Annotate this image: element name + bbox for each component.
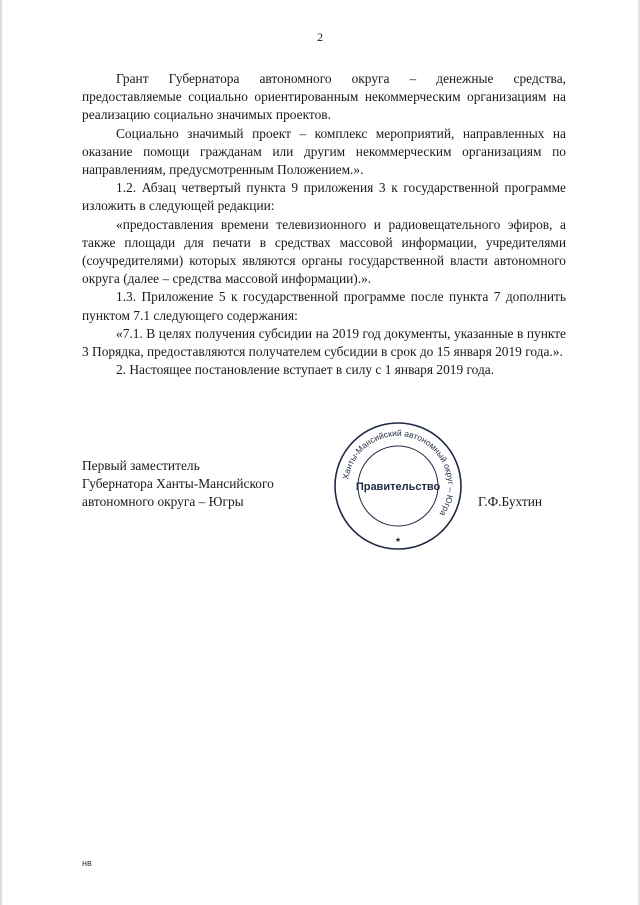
paragraph-amendment-1-2-text: «предоставления времени телевизионного и радиовещательного эфиров, а также площади для печати в средствах массовой информации, учредителями (соучредителями) которых являются органы государственной власти автономного округа (далее – средства массовой информации).». (82, 216, 566, 287)
signatory-name: Г.Ф.Бухтин (478, 494, 543, 509)
page-number: 2 (317, 30, 323, 44)
svg-text:Ханты-Мансийский автономный ок (340, 428, 456, 518)
seal-ring-text: Ханты-Мансийский автономный округ – Югра (340, 427, 457, 519)
paragraph-amendment-1-2: 1.2. Абзац четвертый пункта 9 приложения 3 к государственной программе изложить в следующей редакции: (82, 180, 566, 214)
signatory-title-line: Первый заместитель (82, 458, 200, 473)
executor-mark: нв (82, 858, 92, 868)
paragraph-amendment-1-3: 1.3. Приложение 5 к государственной программе после пункта 7 дополнить пунктом 7.1 следующего содержания: (82, 289, 566, 323)
seal-center-text: Правительство (355, 481, 441, 493)
paragraph-grant-definition: Грант Губернатора автономного округа – денежные средства, предоставляемые социально ориентированным некоммерческим организациям на реализацию социально значимых проектов. (82, 71, 566, 123)
seal-star-icon: ★ (394, 536, 402, 544)
paragraph-project-definition: Социально значимый проект – комплекс мероприятий, направленных на оказание помощи гражданам или другим некоммерческим организациям по направлениям, предусмотренным Положением.». (82, 125, 566, 178)
signatory-title-line: автономного округа – Югры (82, 494, 244, 509)
paragraph-effective-date: 2. Настоящее постановление вступает в силу с 1 января 2019 года. (116, 362, 495, 378)
official-seal (322, 420, 474, 552)
signatory-title-line: Губернатора Ханты-Мансийского (82, 476, 274, 491)
signatory-title (82, 457, 282, 511)
document-body (82, 70, 566, 379)
paragraph-amendment-1-3-text: «7.1. В целях получения субсидии на 2019 год документы, указанные в пункте 3 Порядка, предоставляются получателем субсидии в срок до 15 января 2019 года.». (82, 325, 566, 360)
scan-edge-left (0, 0, 3, 905)
